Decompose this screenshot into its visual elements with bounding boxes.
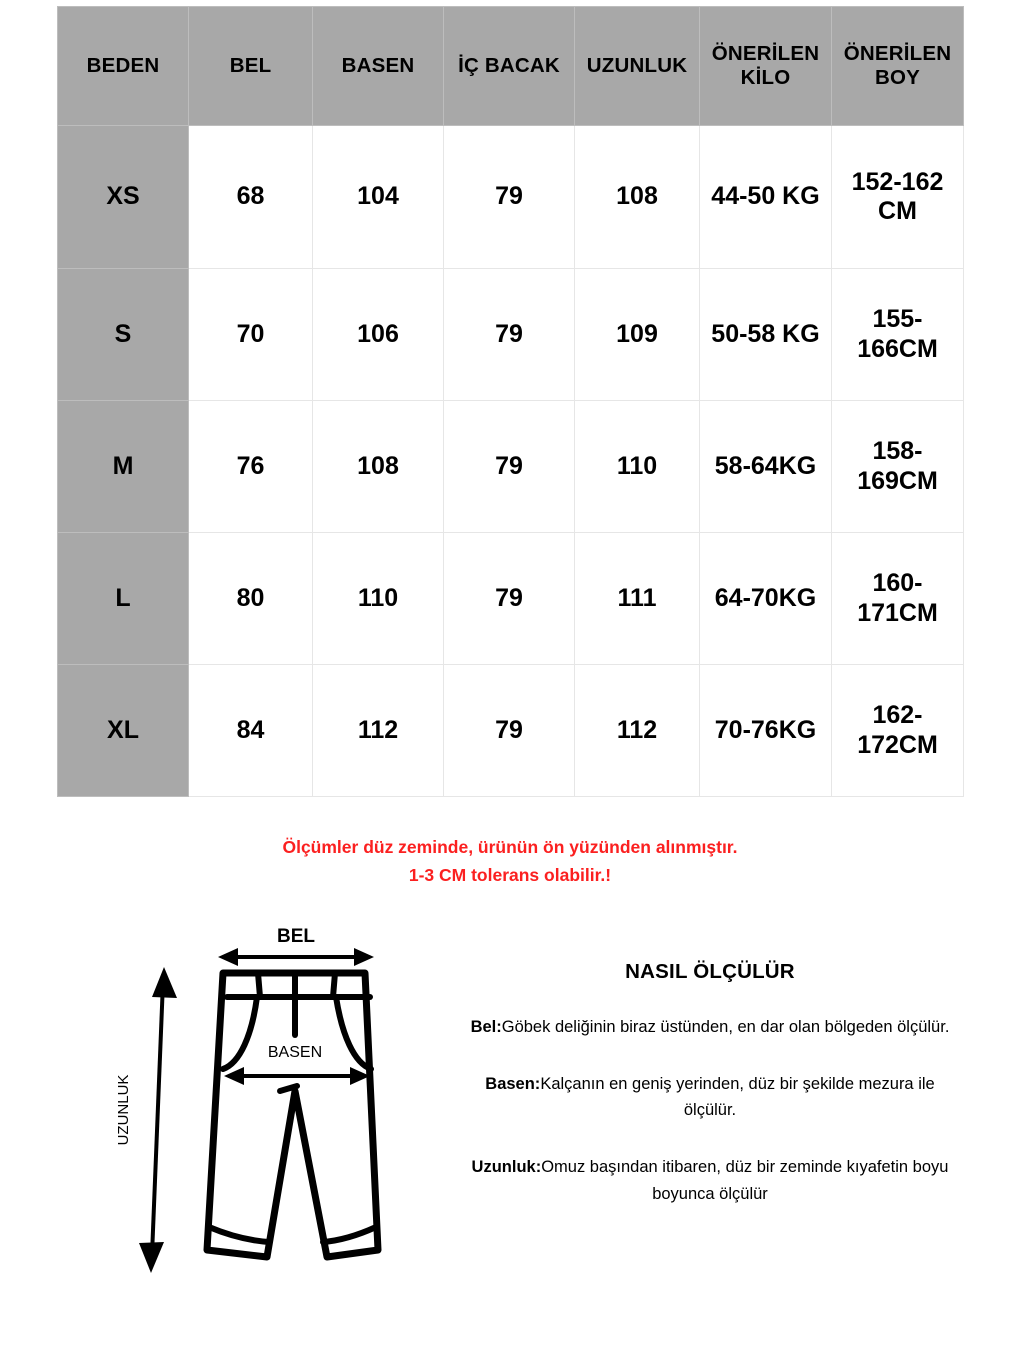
cell-size: XL (58, 665, 189, 797)
table-row (58, 533, 964, 665)
measure-definition-uzunluk (440, 1154, 980, 1207)
cell-bel: 76 (189, 401, 313, 533)
uzunluk-measure-label: UZUNLUK (115, 1074, 132, 1146)
basen-measure-label: BASEN (267, 1044, 323, 1061)
term-uzunluk: Uzunluk: (471, 1158, 542, 1177)
cell-onerilen-boy: 152-162 CM (832, 126, 964, 269)
cell-size: S (58, 269, 189, 401)
how-to-measure-section (0, 905, 1020, 1345)
cell-basen: 112 (313, 665, 444, 797)
cell-ic-bacak: 79 (444, 269, 575, 401)
table-header-row (58, 7, 964, 126)
table-header (58, 7, 964, 126)
bel-arrow-icon (218, 948, 374, 966)
size-chart-table (57, 6, 964, 797)
cell-bel: 68 (189, 126, 313, 269)
cell-basen: 110 (313, 533, 444, 665)
cell-onerilen-kilo: 64-70KG (700, 533, 832, 665)
cell-ic-bacak: 79 (444, 401, 575, 533)
cell-size: L (58, 533, 189, 665)
cell-bel: 70 (189, 269, 313, 401)
measure-definition-bel (440, 1014, 980, 1041)
cell-uzunluk: 112 (575, 665, 700, 797)
cell-onerilen-boy: 160-171CM (832, 533, 964, 665)
cell-size: M (58, 401, 189, 533)
column-header-ic-bacak: İÇ BACAK (444, 7, 575, 126)
how-to-measure-text (440, 960, 980, 1208)
table-row (58, 401, 964, 533)
column-header-uzunluk: UZUNLUK (575, 7, 700, 126)
pants-outline-icon (207, 973, 378, 1257)
cell-uzunluk: 108 (575, 126, 700, 269)
disclaimer-line-2: 1-3 CM tolerans olabilir.! (408, 865, 612, 886)
cell-onerilen-kilo: 50-58 KG (700, 269, 832, 401)
cell-uzunluk: 109 (575, 269, 700, 401)
cell-onerilen-boy: 155-166CM (832, 269, 964, 401)
cell-basen: 104 (313, 126, 444, 269)
cell-size: XS (58, 126, 189, 269)
definition-uzunluk: Omuz başından itibaren, düz bir zeminde kıyafetin boyu boyunca ölçülür (541, 1158, 949, 1203)
uzunluk-arrow-icon (139, 967, 177, 1273)
how-to-measure-title: NASIL ÖLÇÜLÜR (625, 960, 795, 983)
measure-definition-basen (440, 1071, 980, 1124)
column-header-basen: BASEN (313, 7, 444, 126)
term-basen: Basen: (485, 1074, 541, 1093)
cell-onerilen-kilo: 44-50 KG (700, 126, 832, 269)
term-bel: Bel: (470, 1018, 502, 1036)
cell-bel: 80 (189, 533, 313, 665)
pants-diagram-svg (90, 905, 440, 1335)
disclaimer-line-1: Ölçümler düz zeminde, ürünün ön yüzünden alınmıştır. (282, 837, 738, 857)
table-body (58, 126, 964, 797)
cell-ic-bacak: 79 (444, 533, 575, 665)
size-chart-table-container (57, 6, 963, 797)
cell-basen: 106 (313, 269, 444, 401)
definition-bel: Göbek deliğinin biraz üstünden, en dar olan bölgeden ölçülür. (501, 1018, 950, 1036)
basen-arrow-icon (224, 1067, 370, 1085)
cell-onerilen-boy: 162-172CM (832, 665, 964, 797)
table-row (58, 126, 964, 269)
cell-basen: 108 (313, 401, 444, 533)
column-header-bel: BEL (189, 7, 313, 126)
column-header-onerilen-boy: ÖNERİLEN BOY (832, 7, 964, 126)
definition-basen: Kalçanın en geniş yerinden, düz bir şekilde mezura ile ölçülür. (540, 1074, 935, 1120)
cell-onerilen-kilo: 58-64KG (700, 401, 832, 533)
cell-ic-bacak: 79 (444, 126, 575, 269)
table-row (58, 665, 964, 797)
cell-uzunluk: 111 (575, 533, 700, 665)
column-header-onerilen-kilo: ÖNERİLEN KİLO (700, 7, 832, 126)
cell-bel: 84 (189, 665, 313, 797)
bel-measure-label: BEL (277, 926, 315, 947)
cell-uzunluk: 110 (575, 401, 700, 533)
column-header-beden: BEDEN (58, 7, 189, 126)
table-row (58, 269, 964, 401)
measurement-disclaimer (0, 833, 1020, 890)
cell-onerilen-kilo: 70-76KG (700, 665, 832, 797)
cell-ic-bacak: 79 (444, 665, 575, 797)
cell-onerilen-boy: 158-169CM (832, 401, 964, 533)
pants-measurement-diagram (90, 905, 440, 1335)
